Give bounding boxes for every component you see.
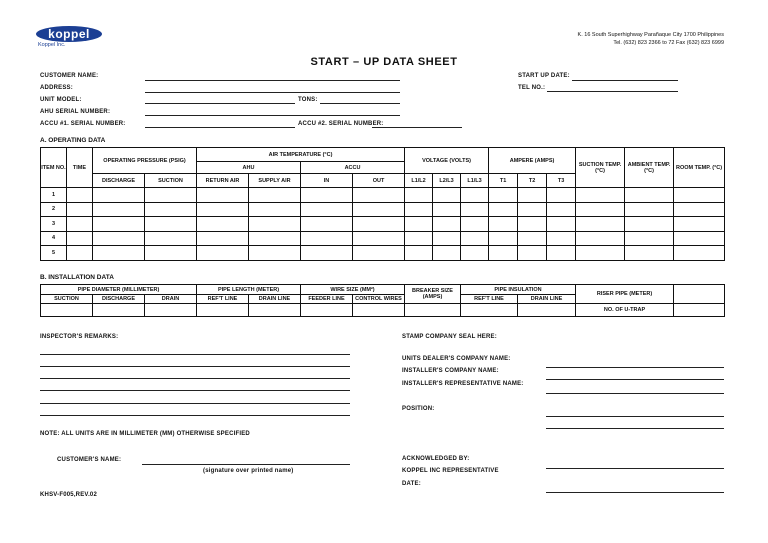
unit-model-label: UNIT MODEL:: [40, 97, 82, 103]
data-cell[interactable]: [547, 188, 576, 203]
col-voltage: VOLTAGE (VOLTS): [405, 148, 489, 174]
koppel-logo: koppel: [36, 26, 102, 42]
col-l1l2: L1/L2: [405, 174, 433, 188]
col-t2: T2: [518, 174, 547, 188]
address-line-1: K. 16 South Superhighway Parañaque City 1700 Philippines: [577, 32, 724, 38]
data-cell[interactable]: [353, 202, 405, 217]
cell-discharge[interactable]: [93, 304, 145, 317]
col-no-of-utrap: NO. OF U-TRAP: [576, 304, 674, 317]
tons-field[interactable]: [320, 103, 400, 104]
remarks-line-2[interactable]: [40, 366, 350, 367]
col-supply-air: SUPPLY AIR: [249, 174, 301, 188]
tel-no-field[interactable]: [547, 91, 678, 92]
data-cell[interactable]: [405, 231, 433, 246]
col-ambient-temp: AMBIENT TEMP. (°C): [625, 148, 674, 188]
data-cell[interactable]: [405, 217, 433, 232]
data-cell[interactable]: [93, 217, 145, 232]
data-cell[interactable]: [576, 188, 625, 203]
data-cell[interactable]: [576, 246, 625, 261]
col-ref-line: REF'T LINE: [197, 295, 249, 304]
operating-data-table: [40, 147, 725, 261]
data-cell[interactable]: [461, 202, 489, 217]
data-cell[interactable]: [625, 217, 674, 232]
row-number: 2: [41, 202, 67, 217]
acknowledged-label: ACKNOWLEDGED BY:: [402, 456, 470, 462]
data-cell[interactable]: [93, 188, 145, 203]
cell-insul-drain[interactable]: [518, 304, 576, 317]
start-up-date-label: START UP DATE:: [518, 73, 570, 79]
customer-name-label: CUSTOMER NAME:: [40, 73, 99, 79]
data-cell[interactable]: [461, 231, 489, 246]
customer-name-field[interactable]: [145, 80, 400, 81]
col-room-temp: ROOM TEMP. (°C): [674, 148, 725, 188]
data-cell[interactable]: [67, 188, 93, 203]
data-cell[interactable]: [489, 188, 518, 203]
stamp-seal-label: STAMP COMPANY SEAL HERE:: [402, 334, 497, 340]
date-label: DATE:: [402, 481, 421, 487]
data-cell[interactable]: [461, 188, 489, 203]
col-inst-suction: SUCTION: [41, 295, 93, 304]
ahu-serial-field[interactable]: [145, 115, 400, 116]
data-cell[interactable]: [625, 202, 674, 217]
installer-company-label: INSTALLER'S COMPANY NAME:: [402, 368, 499, 374]
data-cell[interactable]: [405, 188, 433, 203]
data-cell[interactable]: [625, 188, 674, 203]
accu1-serial-label: ACCU #1. SERIAL NUMBER:: [40, 121, 126, 127]
col-wire-size: WIRE SIZE (MM²): [301, 285, 405, 295]
address-line-2: Tel. (632) 823 2366 to 72 Fax (632) 823 6999: [613, 40, 724, 46]
data-cell[interactable]: [301, 217, 353, 232]
col-operating-pressure: OPERATING PRESSURE (PSIG): [93, 148, 197, 174]
data-cell[interactable]: [249, 231, 301, 246]
start-up-date-field[interactable]: [572, 80, 678, 81]
data-cell[interactable]: [353, 231, 405, 246]
data-cell[interactable]: [145, 188, 197, 203]
data-cell[interactable]: [197, 217, 249, 232]
tons-label: TONS:: [298, 97, 318, 103]
cell-ref-line[interactable]: [197, 304, 249, 317]
position-label: POSITION:: [402, 406, 435, 412]
data-cell[interactable]: [405, 202, 433, 217]
data-cell[interactable]: [353, 246, 405, 261]
table-row: [41, 217, 725, 232]
remarks-line-4[interactable]: [40, 390, 350, 391]
data-cell[interactable]: [518, 202, 547, 217]
customer-signature-field[interactable]: [142, 464, 350, 465]
cell-control-wires[interactable]: [353, 304, 405, 317]
data-cell[interactable]: [461, 246, 489, 261]
col-t3: T3: [547, 174, 576, 188]
position-field[interactable]: [546, 416, 724, 417]
data-cell[interactable]: [674, 188, 725, 203]
data-cell[interactable]: [433, 246, 461, 261]
units-note: NOTE: ALL UNITS ARE IN MILLIMETER (MM) OTHERWISE SPECIFIED: [40, 431, 250, 437]
row-number: 5: [41, 246, 67, 261]
cell-breaker[interactable]: [405, 304, 461, 317]
dealer-company-field[interactable]: [546, 367, 724, 368]
col-drain-line: DRAIN LINE: [249, 295, 301, 304]
data-cell[interactable]: [145, 217, 197, 232]
dealer-company-label: UNITS DEALER'S COMPANY NAME:: [402, 356, 511, 362]
col-ampere: AMPERE (AMPS): [489, 148, 576, 174]
data-cell[interactable]: [67, 246, 93, 261]
col-return-air: RETURN AIR: [197, 174, 249, 188]
data-cell[interactable]: [461, 217, 489, 232]
remarks-line-3[interactable]: [40, 378, 350, 379]
remarks-line-5[interactable]: [40, 403, 350, 404]
data-cell[interactable]: [197, 231, 249, 246]
company-address: [578, 31, 724, 47]
data-cell[interactable]: [67, 202, 93, 217]
data-cell[interactable]: [67, 217, 93, 232]
data-cell[interactable]: [433, 231, 461, 246]
cell-utrap-value[interactable]: [674, 304, 725, 317]
data-cell[interactable]: [249, 246, 301, 261]
data-cell[interactable]: [93, 231, 145, 246]
col-inst-discharge: DISCHARGE: [93, 295, 145, 304]
data-cell[interactable]: [576, 217, 625, 232]
col-pipe-insulation: PIPE INSULATION: [461, 285, 576, 295]
installer-company-field[interactable]: [546, 379, 724, 380]
inspector-remarks-label: INSPECTOR'S REMARKS:: [40, 334, 119, 340]
koppel-rep-label: KOPPEL INC REPRESENTATIVE: [402, 468, 499, 474]
data-cell[interactable]: [576, 231, 625, 246]
ahu-serial-label: AHU SERIAL NUMBER:: [40, 109, 111, 115]
col-item-no: ITEM NO.: [41, 148, 67, 188]
table-row: [41, 231, 725, 246]
col-in: IN: [301, 174, 353, 188]
col-l1l3: L1/L3: [461, 174, 489, 188]
accu1-serial-field[interactable]: [145, 127, 295, 128]
data-cell[interactable]: [145, 246, 197, 261]
data-cell[interactable]: [674, 217, 725, 232]
row-number: 4: [41, 231, 67, 246]
data-cell[interactable]: [518, 217, 547, 232]
col-t1: T1: [489, 174, 518, 188]
data-cell[interactable]: [197, 188, 249, 203]
cell-drain[interactable]: [145, 304, 197, 317]
col-suction: SUCTION: [145, 174, 197, 188]
col-insul-drain-line: DRAIN LINE: [518, 295, 576, 304]
data-cell[interactable]: [576, 202, 625, 217]
col-insul-ref-line: REF'T LINE: [461, 295, 518, 304]
col-out: OUT: [353, 174, 405, 188]
table-row: [41, 188, 725, 203]
data-cell[interactable]: [301, 202, 353, 217]
data-cell[interactable]: [489, 217, 518, 232]
riser-pipe-value[interactable]: [674, 285, 725, 304]
table-row: [41, 202, 725, 217]
data-cell[interactable]: [145, 231, 197, 246]
data-cell[interactable]: [145, 202, 197, 217]
data-cell[interactable]: [625, 231, 674, 246]
data-cell[interactable]: [433, 217, 461, 232]
cell-feeder-line[interactable]: [301, 304, 353, 317]
data-cell[interactable]: [625, 246, 674, 261]
remarks-line-6[interactable]: [40, 415, 350, 416]
data-cell[interactable]: [93, 246, 145, 261]
col-suction-temp: SUCTION TEMP. (°C): [576, 148, 625, 188]
koppel-rep-field[interactable]: [546, 468, 724, 469]
accu2-serial-label: ACCU #2. SERIAL NUMBER:: [298, 121, 384, 127]
data-cell[interactable]: [301, 246, 353, 261]
customer-name-sign-label: CUSTOMER'S NAME:: [57, 457, 122, 463]
installation-data-title: B. INSTALLATION DATA: [40, 274, 114, 281]
col-l2l3: L2/L3: [433, 174, 461, 188]
unit-model-field[interactable]: [145, 103, 295, 104]
data-cell[interactable]: [489, 202, 518, 217]
cell-insul-ref[interactable]: [461, 304, 518, 317]
data-cell[interactable]: [518, 188, 547, 203]
form-code: KHSV-F005,REV.02: [40, 492, 98, 498]
col-accu: ACCU: [301, 162, 405, 174]
data-cell[interactable]: [433, 188, 461, 203]
data-cell[interactable]: [353, 188, 405, 203]
data-cell[interactable]: [405, 246, 433, 261]
installer-rep-field[interactable]: [546, 393, 724, 394]
col-pipe-length: PIPE LENGTH (METER): [197, 285, 301, 295]
data-cell[interactable]: [353, 217, 405, 232]
address-label: ADDRESS:: [40, 85, 73, 91]
signature-caption: (signature over printed name): [203, 468, 294, 474]
col-breaker-size: BREAKER SIZE (AMPS): [405, 285, 461, 304]
data-cell[interactable]: [518, 246, 547, 261]
operating-data-title: A. OPERATING DATA: [40, 137, 106, 144]
data-cell[interactable]: [547, 202, 576, 217]
col-control-wires: CONTROL WIRES: [353, 295, 405, 304]
table-row: [41, 246, 725, 261]
col-pipe-diameter: PIPE DIAMETER (MILLIMETER): [41, 285, 197, 295]
accu2-serial-field[interactable]: [372, 127, 462, 128]
data-cell[interactable]: [197, 202, 249, 217]
data-cell[interactable]: [301, 231, 353, 246]
data-cell[interactable]: [489, 231, 518, 246]
row-number: 3: [41, 217, 67, 232]
col-feeder-line: FEEDER LINE: [301, 295, 353, 304]
position-field-2[interactable]: [546, 428, 724, 429]
logo-subtitle: Koppel Inc.: [38, 42, 66, 48]
data-cell[interactable]: [674, 246, 725, 261]
date-field[interactable]: [546, 492, 724, 493]
data-cell[interactable]: [433, 202, 461, 217]
installation-data-table: [40, 284, 725, 317]
data-cell[interactable]: [249, 202, 301, 217]
row-number: 1: [41, 188, 67, 203]
data-cell[interactable]: [93, 202, 145, 217]
cell-drain-line[interactable]: [249, 304, 301, 317]
remarks-line-1[interactable]: [40, 354, 350, 355]
cell-suction[interactable]: [41, 304, 93, 317]
data-cell[interactable]: [301, 188, 353, 203]
col-discharge: DISCHARGE: [93, 174, 145, 188]
data-cell[interactable]: [197, 246, 249, 261]
col-ahu: AHU: [197, 162, 301, 174]
installer-rep-label: INSTALLER'S REPRESENTATIVE NAME:: [402, 381, 524, 387]
col-inst-drain: DRAIN: [145, 295, 197, 304]
data-cell[interactable]: [547, 231, 576, 246]
data-cell[interactable]: [67, 231, 93, 246]
data-cell[interactable]: [249, 217, 301, 232]
address-field[interactable]: [145, 92, 400, 93]
data-cell[interactable]: [547, 246, 576, 261]
col-air-temperature: AIR TEMPERATURE (°C): [197, 148, 405, 162]
col-riser-pipe: RISER PIPE (METER): [576, 285, 674, 304]
data-cell[interactable]: [518, 231, 547, 246]
data-cell[interactable]: [249, 188, 301, 203]
data-cell[interactable]: [547, 217, 576, 232]
page-title: START – UP DATA SHEET: [310, 56, 458, 68]
data-cell[interactable]: [489, 246, 518, 261]
tel-no-label: TEL NO.:: [518, 85, 546, 91]
data-cell[interactable]: [674, 231, 725, 246]
data-cell[interactable]: [674, 202, 725, 217]
col-time: TIME: [67, 148, 93, 188]
